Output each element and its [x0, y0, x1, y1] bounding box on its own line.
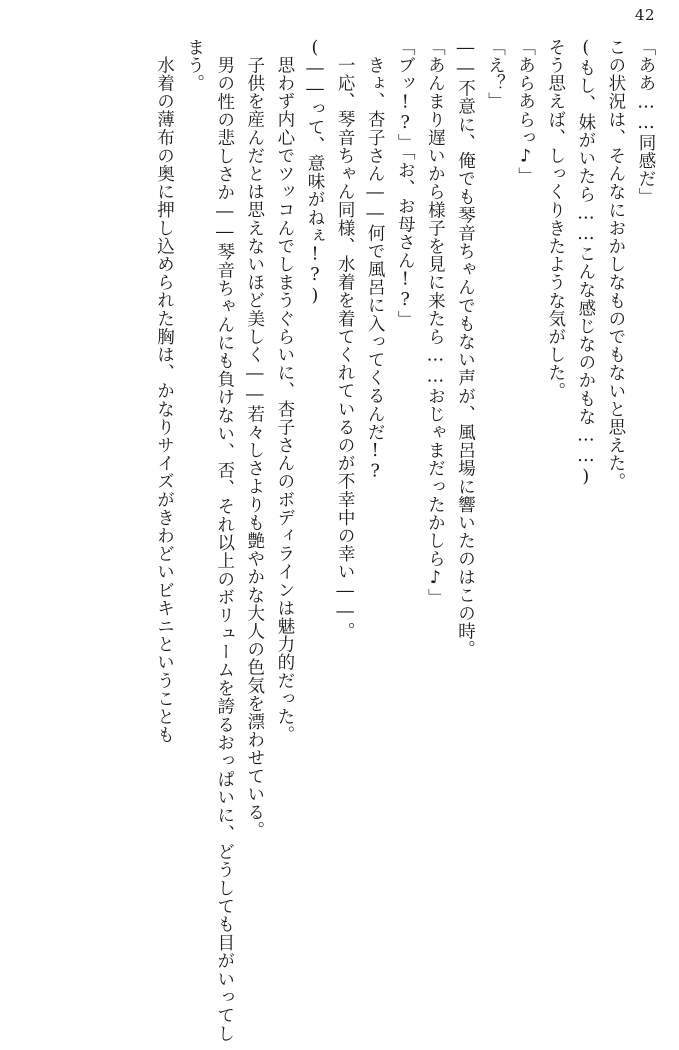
paragraph: 「え？」 [485, 38, 506, 111]
paragraph: 「あらあらっ♪」 [515, 38, 536, 186]
paragraph: 思わず内心でツッコんでしまうぐらいに、杏子さんのボディラインは魅力的だった。 [274, 55, 295, 744]
paragraph: きょ、杏子さん――何で風呂に入ってくるんだ!? [365, 55, 386, 482]
paragraph: この状況は、そんなにおかしなものでもないと思えた。 [605, 38, 626, 491]
paragraph: 男の性の悲しさか――琴音ちゃんにも負けない、否、それ以上のボリュームを誇るおっぱいに、どうしても目がいってしまう。 [184, 38, 235, 1042]
paragraph: (――って、意味がねぇ!?) [304, 38, 325, 307]
paragraph: 一応、琴音ちゃん同様、水着を着てくれているのが不幸中の幸い――。 [335, 55, 356, 640]
page-text-body [18, 38, 661, 1042]
paragraph: 子供を産んだとは思えないほど美しく――若々しさよりも艶やかな大人の色気を漂わせている。 [244, 55, 265, 839]
paragraph: 「あんまり遅いから様子を見に来たら……おじゃまだったかしら♪」 [425, 38, 446, 607]
page-number: 42 [634, 6, 655, 24]
paragraph: (もし、妹がいたら……こんな感じなのかもな……) [575, 38, 596, 488]
paragraph: そう思えば、しっくりきたような気がした。 [545, 38, 566, 400]
paragraph: 水着の薄布の奥に押し込められた胸は、かなりサイズがきわどいビキニということも [154, 55, 175, 744]
paragraph: 「ブッ!?」「お、お母さん!?」 [395, 38, 416, 329]
paragraph: 「ああ……同感だ」 [636, 38, 656, 206]
paragraph: ――不意に、俺でも琴音ちゃんでもない声が、風呂場に響いたのはこの時。 [455, 38, 476, 659]
